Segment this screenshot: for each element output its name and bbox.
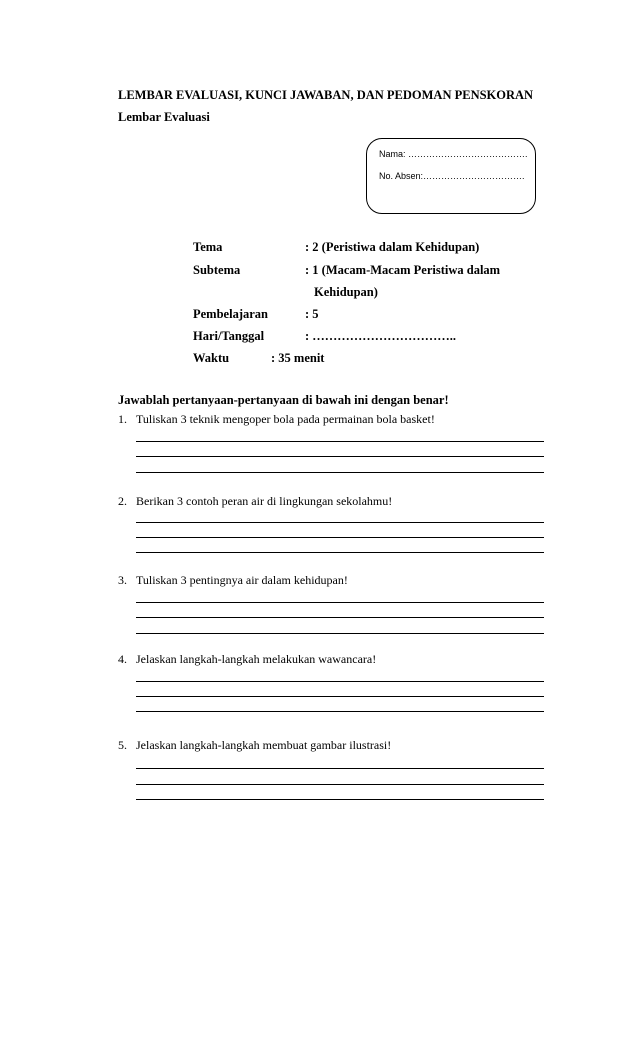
question-text: Jelaskan langkah-langkah melakukan wawancara! <box>136 652 377 666</box>
absen-field: No. Absen:……………………………. <box>379 171 525 181</box>
answer-line <box>136 696 544 697</box>
subtema-value-cont: Kehidupan) <box>314 285 378 299</box>
question-3 <box>118 573 348 588</box>
answer-line <box>136 552 544 553</box>
answer-line <box>136 768 544 769</box>
waktu-value: : 35 menit <box>271 351 325 365</box>
question-text: Tuliskan 3 pentingnya air dalam kehidupan! <box>136 573 348 587</box>
tema-value: : 2 (Peristiwa dalam Kehidupan) <box>305 240 480 254</box>
answer-line <box>136 537 544 538</box>
question-2 <box>118 494 392 509</box>
question-4 <box>118 652 376 667</box>
page-title: LEMBAR EVALUASI, KUNCI JAWABAN, DAN PEDOMAN PENSKORAN <box>118 88 534 102</box>
answer-line <box>136 784 544 785</box>
answer-line <box>136 799 544 800</box>
section-subtitle: Lembar Evaluasi <box>118 110 210 124</box>
question-1 <box>118 412 435 427</box>
subtema-value: : 1 (Macam-Macam Peristiwa dalam <box>305 263 501 277</box>
question-5 <box>118 738 391 753</box>
answer-line <box>136 456 544 457</box>
answer-line <box>136 617 544 618</box>
answer-line <box>136 472 544 473</box>
question-text: Jelaskan langkah-langkah membuat gambar ilustrasi! <box>136 738 392 752</box>
student-id-box <box>366 138 536 214</box>
answer-line <box>136 681 544 682</box>
question-text: Tuliskan 3 teknik mengoper bola pada permainan bola basket! <box>136 412 435 426</box>
question-number: 1. <box>118 412 127 426</box>
question-number: 3. <box>118 573 127 587</box>
instructions: Jawablah pertanyaan-pertanyaan di bawah ini dengan benar! <box>118 393 449 407</box>
answer-line <box>136 522 544 523</box>
waktu-label: Waktu <box>193 351 230 365</box>
answer-line <box>136 602 544 603</box>
answer-line <box>136 711 544 712</box>
name-field: Nama: …………………………………. <box>379 149 528 159</box>
question-number: 2. <box>118 494 127 508</box>
hari-label: Hari/Tanggal <box>193 329 265 343</box>
pembelajaran-value: : 5 <box>305 307 319 321</box>
question-number: 4. <box>118 652 127 666</box>
tema-label: Tema <box>193 240 223 254</box>
pembelajaran-label: Pembelajaran <box>193 307 268 321</box>
hari-value: : …………………………….. <box>305 329 457 343</box>
subtema-label: Subtema <box>193 263 241 277</box>
question-text: Berikan 3 contoh peran air di lingkungan sekolahmu! <box>136 494 393 508</box>
answer-line <box>136 633 544 634</box>
question-number: 5. <box>118 738 127 752</box>
answer-line <box>136 441 544 442</box>
